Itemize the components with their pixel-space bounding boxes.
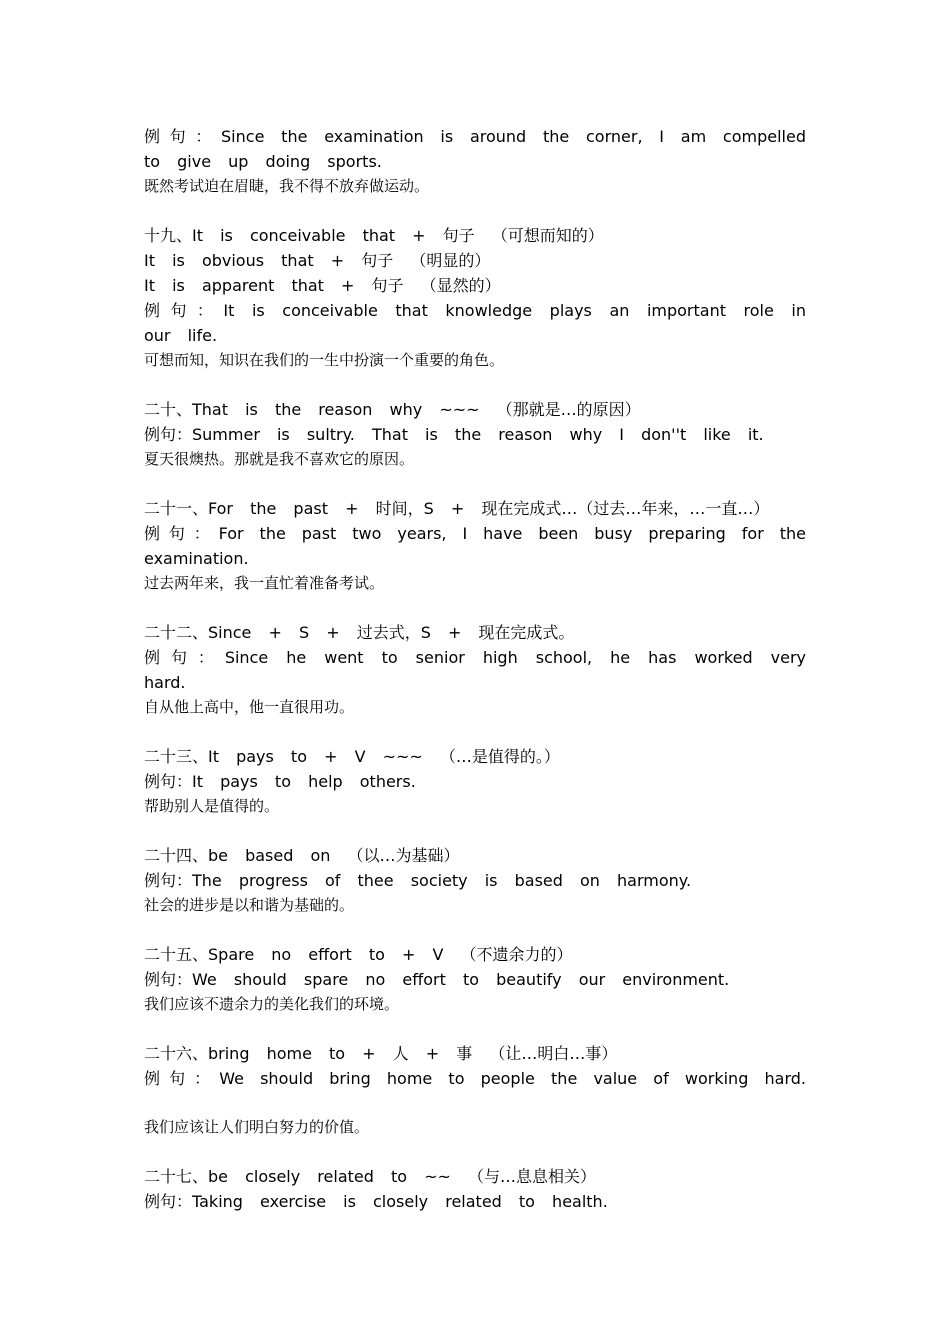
blank-line — [144, 472, 806, 496]
translation-18: 既然考试迫在眉睫，我不得不放弃做运动。 — [144, 177, 430, 195]
example-sentence-24: 例句：The progress of thee society is based on harmony. — [144, 871, 692, 890]
blank-line — [144, 918, 806, 942]
translation-22: 自从他上高中，他一直很用功。 — [144, 698, 355, 716]
heading-21: 二十一、For the past + 时间，S + 现在完成式…（过去…年来，…一直…） — [144, 499, 770, 518]
blank-line — [144, 1091, 806, 1115]
example-sentence-25: 例句：We should spare no effort to beautify our environment. — [144, 970, 730, 989]
heading-25: 二十五、Spare no effort to + V （不遗余力的） — [144, 945, 573, 964]
blank-line — [144, 720, 806, 744]
pattern-19-apparent: It is apparent that + 句子 （显然的） — [144, 276, 501, 295]
blank-line — [144, 1017, 806, 1041]
example-sentence-21: 例句：For the past two years, I have been busy preparing for the — [144, 524, 806, 543]
translation-20: 夏天很燠热。那就是我不喜欢它的原因。 — [144, 450, 415, 468]
heading-27: 二十七、be closely related to ~~ （与…息息相关） — [144, 1167, 597, 1186]
example-sentence-18: 例句：Since the examination is around the corner, I am compelled — [144, 127, 806, 146]
example-sentence-27: 例句：Taking exercise is closely related to health. — [144, 1192, 608, 1211]
translation-21: 过去两年来，我一直忙着准备考试。 — [144, 574, 385, 592]
document-page — [144, 124, 806, 1214]
translation-23: 帮助别人是值得的。 — [144, 797, 280, 815]
blank-line — [144, 199, 806, 223]
example-sentence-18-cont: to give up doing sports. — [144, 152, 382, 171]
example-sentence-22: 例句：Since he went to senior high school, he has worked very — [144, 648, 806, 667]
heading-24: 二十四、be based on （以…为基础） — [144, 846, 460, 865]
translation-19: 可想而知，知识在我们的一生中扮演一个重要的角色。 — [144, 351, 505, 369]
heading-19: 十九、It is conceivable that + 句子 （可想而知的） — [144, 226, 604, 245]
translation-25: 我们应该不遗余力的美化我们的环境。 — [144, 995, 400, 1013]
example-sentence-19: 例句：It is conceivable that knowledge plays an important role in — [144, 301, 806, 320]
example-sentence-22-cont: hard. — [144, 673, 186, 692]
heading-26: 二十六、bring home to + 人 + 事 （让…明白…事） — [144, 1044, 618, 1063]
blank-line — [144, 373, 806, 397]
heading-20: 二十、That is the reason why ~~~ （那就是…的原因） — [144, 400, 641, 419]
pattern-19-obvious: It is obvious that + 句子 （明显的） — [144, 251, 491, 270]
blank-line — [144, 819, 806, 843]
heading-22: 二十二、Since + S + 过去式，S + 现在完成式。 — [144, 623, 575, 642]
blank-line — [144, 1140, 806, 1164]
blank-line — [144, 596, 806, 620]
example-sentence-19-cont: our life. — [144, 326, 218, 345]
example-sentence-20: 例句：Summer is sultry. That is the reason why I don''t like it. — [144, 425, 764, 444]
example-sentence-26: 例句：We should bring home to people the value of working hard. — [144, 1069, 806, 1088]
example-sentence-21-cont: examination. — [144, 549, 249, 568]
translation-26: 我们应该让人们明白努力的价值。 — [144, 1118, 370, 1136]
translation-24: 社会的进步是以和谐为基础的。 — [144, 896, 355, 914]
example-sentence-23: 例句：It pays to help others. — [144, 772, 416, 791]
heading-23: 二十三、It pays to + V ~~~ （…是值得的。） — [144, 747, 560, 766]
